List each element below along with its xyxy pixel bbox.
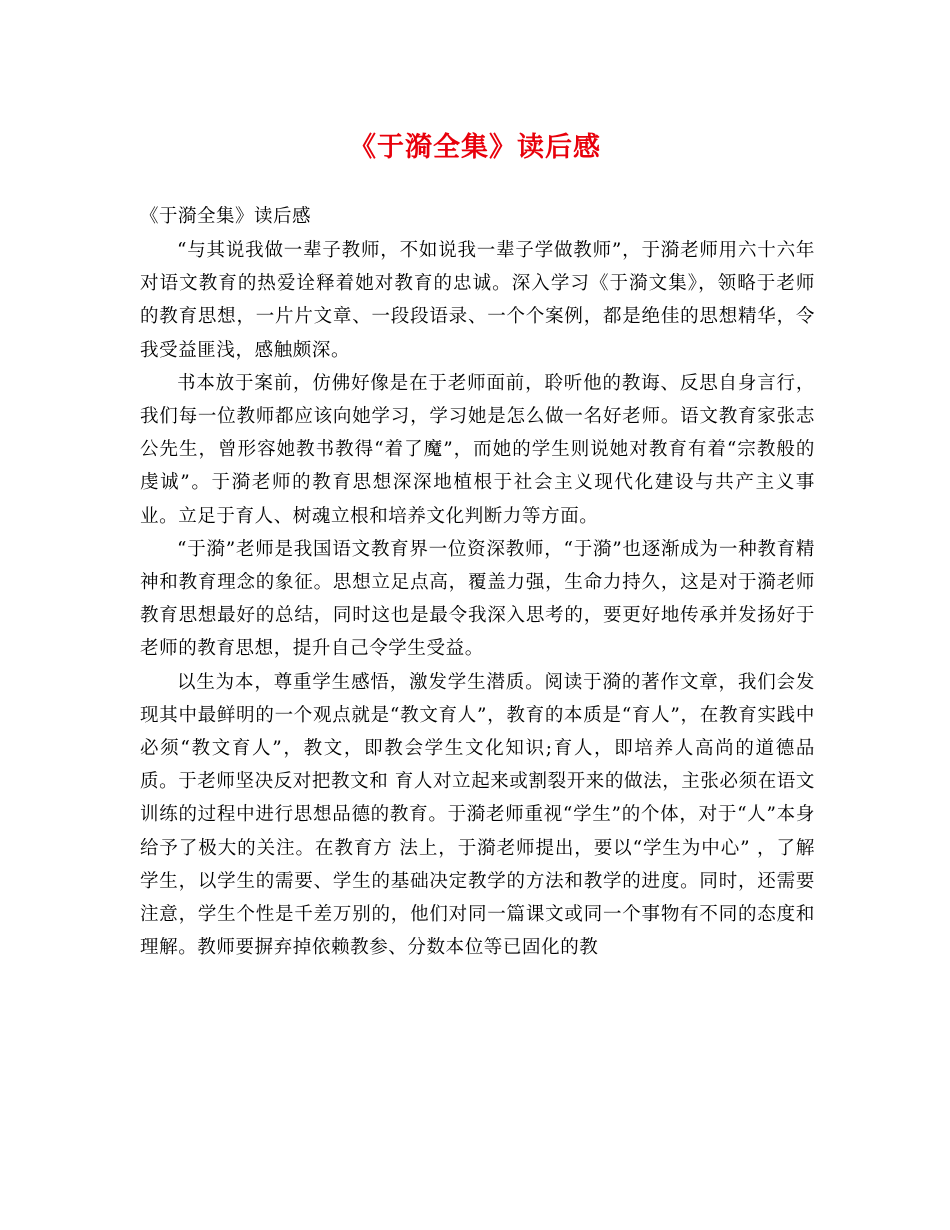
paragraph-2: 书本放于案前，仿佛好像是在于老师面前，聆听他的教诲、反思自身言行，我们每一位教师都应该向她学习，学习她是怎么做一名好老师。语文教育家张志公先生，曾形容她教书教得“着了魔”，而她的学生则说她对教育有着“宗教般的虔诚”。于漪老师的教育思想深深地植根于社会主义现代化建设与共产主义事业。立足于育人、树魂立根和培养文化判断力等方面。 xyxy=(140,372,815,527)
page-title: 《于漪全集》读后感 xyxy=(349,132,601,163)
document-body xyxy=(140,200,815,964)
paragraph-4: 以生为本，尊重学生感悟，激发学生潜质。阅读于漪的著作文章，我们会发现其中最鲜明的一个观点就是“教文育人”，教育的本质是“育人”，在教育实践中必须“教文育人”，教文，即教会学生文化知识;育人，即培养人高尚的道德品质。于老师坚决反对把教文和 育人对立起来或割裂开来的做法，主张必须在语文训练的过程中进行思想品德的教育。于漪老师重视“学生”的个体，对于“人”本身给予了极大的关注。在教育方 法上，于漪老师提出，要以“学生为中心” ，了解学生，以学生的需要、学生的基础决定教学的方法和教学的进度。同时，还需要注意，学生个性是千差万别的，他们对同一篇课文或同一个事物有不同的态度和理解。教师要摒弃掉依赖教参、分数本位等已固化的教 xyxy=(140,671,815,959)
paragraph-3: “于漪”老师是我国语文教育界一位资深教师，“于漪”也逐渐成为一种教育精神和教育理念的象征。思想立足点高，覆盖力强，生命力持久，这是对于漪老师教育思想最好的总结，同时这也是最令我深入思考的，要更好地传承并发扬好于老师的教育思想，提升自己令学生受益。 xyxy=(140,538,815,660)
document-subtitle: 《于漪全集》读后感 xyxy=(140,206,312,227)
paragraph-1: “与其说我做一辈子教师，不如说我一辈子学做教师”，于漪老师用六十六年对语文教育的热爱诠释着她对教育的忠诚。深入学习《于漪文集》，领略于老师的教育思想，一片片文章、一段段语录、一个个案例，都是绝佳的思想精华，令我受益匪浅，感触颇深。 xyxy=(140,240,815,361)
